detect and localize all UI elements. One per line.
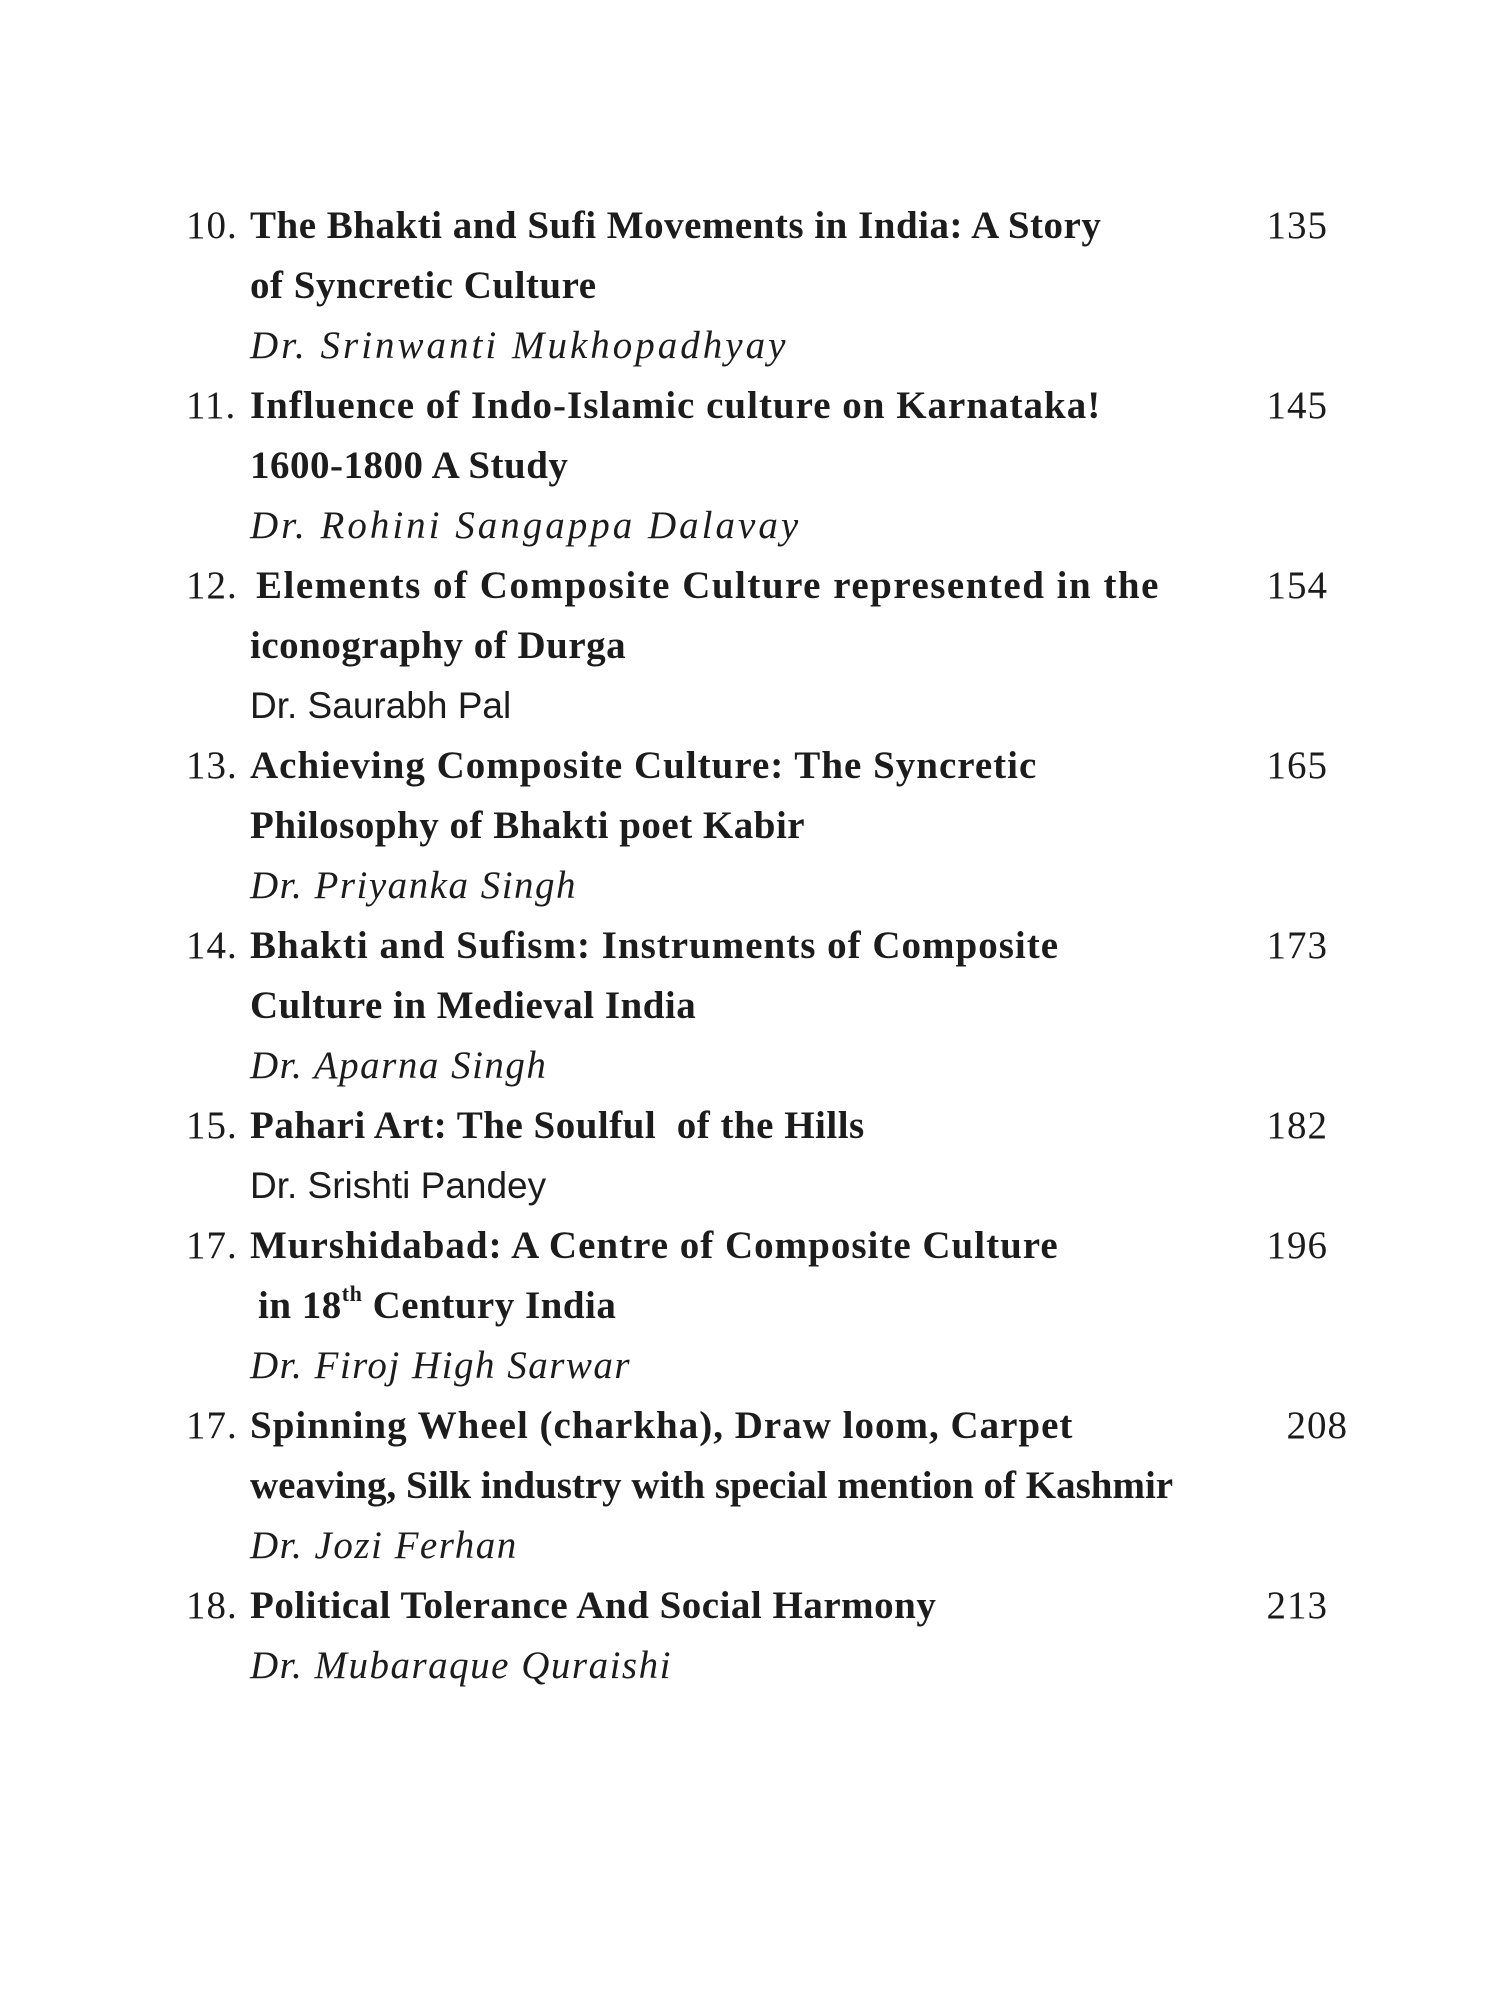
entry-page-number: 213 (1266, 1584, 1328, 1627)
entry-number: 18. (186, 1584, 238, 1627)
toc-author-row (186, 676, 1346, 736)
toc-title-row (186, 1216, 1346, 1276)
entry-title-continued: weaving, Silk industry with special mention of Kashmir (250, 1464, 1174, 1507)
entry-title: Influence of Indo-Islamic culture on Karnataka! (250, 384, 1102, 427)
entry-title: Achieving Composite Culture: The Syncretic (250, 744, 1038, 787)
entry-title-continued: of Syncretic Culture (250, 264, 597, 307)
toc-title-row (186, 436, 1346, 496)
toc-title-row (186, 1456, 1346, 1516)
toc-entry (186, 916, 1346, 1096)
toc-title-row (186, 1396, 1346, 1456)
entry-number: 17. (186, 1224, 238, 1267)
toc-title-row (186, 256, 1346, 316)
toc-title-row (186, 196, 1346, 256)
title-text-part: Century India (362, 1284, 617, 1327)
toc-author-row (186, 856, 1346, 916)
toc-title-row (186, 556, 1346, 616)
entry-author: Dr. Firoj High Sarwar (250, 1344, 632, 1387)
entry-page-number: 182 (1266, 1104, 1328, 1147)
entry-title-continued: Culture in Medieval India (250, 984, 697, 1027)
entry-page-number: 135 (1266, 204, 1328, 247)
toc-entry (186, 736, 1346, 916)
entry-number: 13. (186, 744, 238, 787)
toc-author-row (186, 316, 1346, 376)
toc-author-row (186, 1516, 1346, 1576)
entry-number: 11. (186, 384, 237, 427)
entry-title: The Bhakti and Sufi Movements in India: A Story (250, 204, 1102, 247)
toc-title-row (186, 976, 1346, 1036)
toc-entry (186, 1576, 1346, 1696)
entry-author: Dr. Mubaraque Quraishi (250, 1644, 672, 1687)
toc-author-row (186, 1156, 1346, 1216)
entry-number: 15. (186, 1104, 238, 1147)
entry-author: Dr. Jozi Ferhan (250, 1524, 518, 1567)
entry-page-number: 208 (1286, 1404, 1348, 1447)
entry-title-continued: iconography of Durga (250, 624, 627, 667)
toc-title-row (186, 796, 1346, 856)
toc-entry (186, 1216, 1346, 1396)
entry-page-number: 173 (1266, 924, 1328, 967)
entry-title: Pahari Art: The Soulful of the Hills (250, 1104, 865, 1147)
entry-title-continued: 1600-1800 A Study (250, 444, 569, 487)
entry-author: Dr. Aparna Singh (250, 1044, 548, 1087)
toc-entry (186, 196, 1346, 376)
table-of-contents (186, 196, 1346, 1696)
toc-author-row (186, 1336, 1346, 1396)
toc-title-row (186, 916, 1346, 976)
toc-title-row (186, 1276, 1346, 1336)
entry-title-continued (258, 1276, 616, 1336)
entry-title-continued: Philosophy of Bhakti poet Kabir (250, 804, 806, 847)
toc-entry (186, 376, 1346, 556)
entry-page-number: 165 (1266, 744, 1328, 787)
entry-page-number: 145 (1266, 384, 1328, 427)
entry-number: 17. (186, 1404, 238, 1447)
toc-entry (186, 1096, 1346, 1216)
toc-author-row (186, 496, 1346, 556)
entry-number: 12. (186, 564, 238, 607)
entry-author: Dr. Srishti Pandey (250, 1165, 547, 1206)
toc-title-row (186, 376, 1346, 436)
entry-author: Dr. Priyanka Singh (250, 864, 578, 907)
title-text-part: in 18 (258, 1284, 342, 1327)
entry-page-number: 154 (1266, 564, 1328, 607)
entry-title: Political Tolerance And Social Harmony (250, 1584, 937, 1627)
entry-page-number: 196 (1266, 1224, 1328, 1267)
toc-author-row (186, 1036, 1346, 1096)
entry-author: Dr. Srinwanti Mukhopadhyay (250, 324, 789, 367)
entry-title: Spinning Wheel (charkha), Draw loom, Carpet (250, 1404, 1074, 1447)
toc-title-row (186, 736, 1346, 796)
toc-author-row (186, 1636, 1346, 1696)
entry-title: Bhakti and Sufism: Instruments of Composite (250, 924, 1060, 967)
ordinal-superscript: th (341, 1281, 363, 1306)
toc-title-row (186, 1576, 1346, 1636)
entry-author: Dr. Rohini Sangappa Dalavay (250, 504, 802, 547)
entry-number: 14. (186, 924, 238, 967)
toc-entry (186, 556, 1346, 736)
toc-entry (186, 1396, 1346, 1576)
toc-title-row (186, 616, 1346, 676)
toc-title-row (186, 1096, 1346, 1156)
entry-title: Elements of Composite Culture represented in the (256, 564, 1160, 607)
entry-number: 10. (186, 204, 238, 247)
entry-author: Dr. Saurabh Pal (250, 685, 512, 726)
entry-title: Murshidabad: A Centre of Composite Culture (250, 1224, 1059, 1267)
